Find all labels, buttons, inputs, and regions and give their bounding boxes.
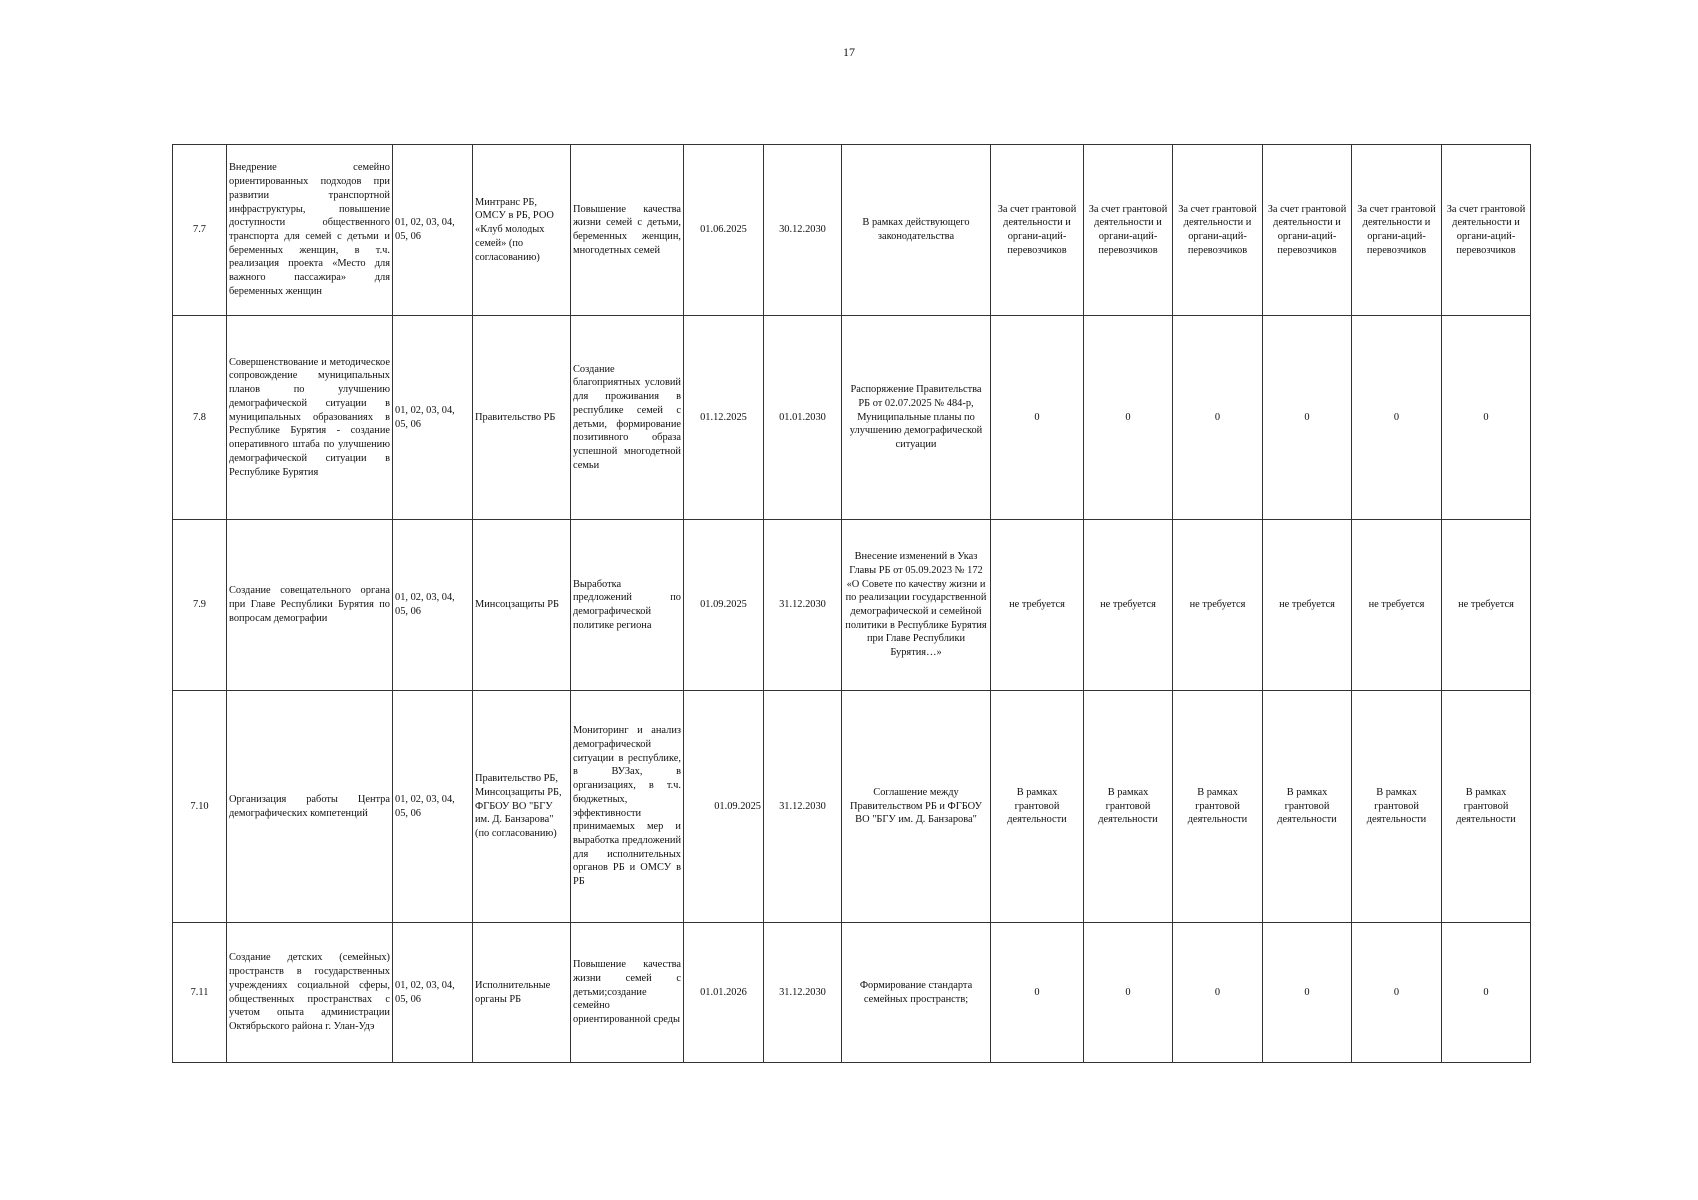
- task-codes: 01, 02, 03, 04, 05, 06: [393, 691, 473, 923]
- table-row: [173, 520, 1531, 691]
- executors: Правительство РБ: [473, 316, 571, 520]
- financing-year: 0: [1442, 923, 1531, 1063]
- row-number: 7.7: [173, 145, 227, 316]
- executors: Минсоцзащиты РБ: [473, 520, 571, 691]
- action-plan-table: [172, 144, 1531, 1063]
- measure-name: Совершенствование и методическое сопровождение муниципальных планов по улучшению демографической ситуации в муниципальных образованиях в Республике Бурятия - создание оперативного штаба по улучшению демографической ситуации в Республике Бурятия: [227, 316, 393, 520]
- financing-year: не требуется: [1263, 520, 1352, 691]
- measure-name: Создание детских (семейных) пространств в государственных учреждениях социальной сферы, общественных пространствах с учетом опыта администрации Октябрьского района г. Улан-Удэ: [227, 923, 393, 1063]
- financing-year: 0: [1263, 316, 1352, 520]
- financing-year: В рамках грантовой деятельности: [1352, 691, 1442, 923]
- financing-year: В рамках грантовой деятельности: [1173, 691, 1263, 923]
- legal-basis: Формирование стандарта семейных пространств;: [842, 923, 991, 1063]
- end-date: 01.01.2030: [764, 316, 842, 520]
- financing-year: 0: [991, 316, 1084, 520]
- start-date: 01.01.2026: [684, 923, 764, 1063]
- executors: Минтранс РБ, ОМСУ в РБ, РОО «Клуб молодых семей» (по согласованию): [473, 145, 571, 316]
- end-date: 31.12.2030: [764, 923, 842, 1063]
- financing-year: 0: [1173, 923, 1263, 1063]
- executors: Исполнительные органы РБ: [473, 923, 571, 1063]
- financing-year: За счет грантовой деятельности и органи-аций-перевозчиков: [1263, 145, 1352, 316]
- financing-year: 0: [1442, 316, 1531, 520]
- legal-basis: Внесение изменений в Указ Главы РБ от 05.09.2023 № 172 «О Совете по качеству жизни и по реализации государственной демографической и семейной политики в Республике Бурятия при Главе Республики Бурятия…»: [842, 520, 991, 691]
- task-codes: 01, 02, 03, 04, 05, 06: [393, 145, 473, 316]
- start-date: 01.06.2025: [684, 145, 764, 316]
- expected-result: Создание благоприятных условий для проживания в республике семей с детьми, формирование позитивного образа успешной многодетной семьи: [571, 316, 684, 520]
- financing-year: не требуется: [991, 520, 1084, 691]
- legal-basis: Соглашение между Правительством РБ и ФГБОУ ВО "БГУ им. Д. Банзарова": [842, 691, 991, 923]
- table-row: [173, 923, 1531, 1063]
- financing-year: 0: [1352, 316, 1442, 520]
- expected-result: Повышение качества жизни семей с детьми;создание семейно ориентированной среды: [571, 923, 684, 1063]
- expected-result: Выработка предложений по демографической политике региона: [571, 520, 684, 691]
- financing-year: 0: [1084, 316, 1173, 520]
- executors: Правительство РБ, Минсоцзащиты РБ, ФГБОУ ВО "БГУ им. Д. Банзарова" (по согласованию): [473, 691, 571, 923]
- row-number: 7.11: [173, 923, 227, 1063]
- financing-year: не требуется: [1352, 520, 1442, 691]
- financing-year: 0: [991, 923, 1084, 1063]
- financing-year: За счет грантовой деятельности и органи-аций-перевозчиков: [1173, 145, 1263, 316]
- legal-basis: Распоряжение Правительства РБ от 02.07.2025 № 484-р, Муниципальные планы по улучшению демографической ситуации: [842, 316, 991, 520]
- financing-year: не требуется: [1084, 520, 1173, 691]
- financing-year: не требуется: [1173, 520, 1263, 691]
- legal-basis: В рамках действующего законодательства: [842, 145, 991, 316]
- financing-year: 0: [1173, 316, 1263, 520]
- end-date: 30.12.2030: [764, 145, 842, 316]
- task-codes: 01, 02, 03, 04, 05, 06: [393, 923, 473, 1063]
- financing-year: За счет грантовой деятельности и органи-аций-перевозчиков: [1084, 145, 1173, 316]
- task-codes: 01, 02, 03, 04, 05, 06: [393, 520, 473, 691]
- financing-year: В рамках грантовой деятельности: [991, 691, 1084, 923]
- financing-year: В рамках грантовой деятельности: [1263, 691, 1352, 923]
- expected-result: Повышение качества жизни семей с детьми, беременных женщин, многодетных семей: [571, 145, 684, 316]
- start-date: 01.09.2025: [684, 520, 764, 691]
- table-row: [173, 691, 1531, 923]
- measure-name: Создание совещательного органа при Главе Республики Бурятия по вопросам демографии: [227, 520, 393, 691]
- financing-year: В рамках грантовой деятельности: [1084, 691, 1173, 923]
- start-date: 01.12.2025: [684, 316, 764, 520]
- table-row: [173, 316, 1531, 520]
- row-number: 7.10: [173, 691, 227, 923]
- financing-year: 0: [1084, 923, 1173, 1063]
- task-codes: 01, 02, 03, 04, 05, 06: [393, 316, 473, 520]
- measure-name: Организация работы Центра демографических компетенций: [227, 691, 393, 923]
- table-row: [173, 145, 1531, 316]
- row-number: 7.8: [173, 316, 227, 520]
- measure-name: Внедрение семейно ориентированных подходов при развитии транспортной инфраструктуры, повышение доступности общественного транспорта для семей с детьми и беременных женщин, в т.ч. реализация проекта «Место для важного пассажира» для беременных женщин: [227, 145, 393, 316]
- financing-year: За счет грантовой деятельности и органи-аций-перевозчиков: [1352, 145, 1442, 316]
- row-number: 7.9: [173, 520, 227, 691]
- end-date: 31.12.2030: [764, 691, 842, 923]
- financing-year: 0: [1352, 923, 1442, 1063]
- financing-year: не требуется: [1442, 520, 1531, 691]
- financing-year: За счет грантовой деятельности и органи-аций-перевозчиков: [1442, 145, 1531, 316]
- financing-year: В рамках грантовой деятельности: [1442, 691, 1531, 923]
- start-date: 01.09.2025: [684, 691, 764, 923]
- end-date: 31.12.2030: [764, 520, 842, 691]
- financing-year: 0: [1263, 923, 1352, 1063]
- financing-year: За счет грантовой деятельности и органи-аций-перевозчиков: [991, 145, 1084, 316]
- page-number: 17: [843, 45, 855, 59]
- expected-result: Мониторинг и анализ демографической ситуации в республике, в ВУЗах, в организациях, в т.ч. бюджетных, эффективности принимаемых мер и выработка предложений для исполнительных органов РБ и ОМСУ в РБ: [571, 691, 684, 923]
